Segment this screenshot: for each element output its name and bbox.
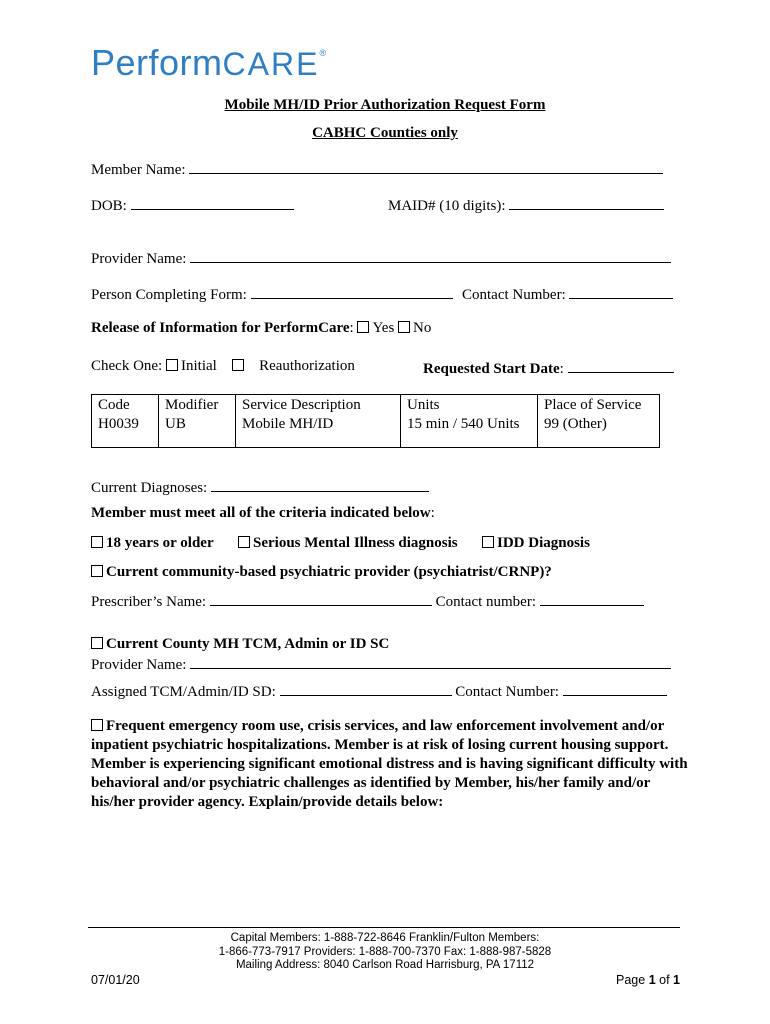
age-checkbox[interactable] — [91, 536, 103, 548]
modifier-cell — [159, 395, 236, 448]
assigned-field[interactable] — [280, 681, 452, 696]
start-date-label: Requested Start Date — [423, 361, 560, 377]
dob-field[interactable] — [131, 195, 294, 210]
provider-name-field[interactable] — [190, 248, 671, 263]
page-current: 1 — [648, 973, 656, 987]
start-date-colon: : — [559, 361, 564, 377]
service-table — [91, 394, 660, 448]
page-of: of — [659, 973, 670, 987]
logo-text-perform: Perform — [91, 42, 223, 83]
member-name-field[interactable] — [189, 159, 663, 174]
release-yes-checkbox[interactable] — [357, 321, 369, 333]
initial-label: Initial — [180, 358, 217, 374]
criterion-smi — [238, 535, 458, 552]
criterion-age — [91, 535, 214, 552]
form-title: Mobile MH/ID Prior Authorization Request Form — [224, 97, 546, 113]
service-description-cell — [236, 395, 401, 448]
footer-line-1: Capital Members: 1-888-722-8646 Franklin/Fulton Members: — [230, 932, 540, 944]
release-colon: : — [349, 320, 354, 336]
maid-field[interactable] — [509, 195, 664, 210]
registered-mark: ® — [319, 48, 327, 58]
psych-provider-checkbox[interactable] — [91, 565, 103, 577]
dob-label: DOB: — [91, 198, 127, 214]
place-of-service-header: Place of Service — [544, 397, 642, 413]
maid-label: MAID# (10 digits): — [388, 198, 506, 214]
footer-divider — [88, 927, 680, 928]
criteria-heading-colon: : — [430, 505, 435, 521]
code-cell — [92, 395, 159, 448]
performcare-logo — [91, 42, 327, 84]
reauth-checkbox[interactable] — [232, 359, 244, 371]
criteria-heading — [91, 505, 435, 522]
start-date-field[interactable] — [568, 358, 674, 373]
provider-name-row — [91, 248, 671, 268]
maid-row — [388, 195, 664, 215]
smi-checkbox[interactable] — [238, 536, 250, 548]
criterion-provider — [91, 564, 552, 581]
logo-text-care: CARE — [222, 46, 320, 82]
tcm-label: Current County MH TCM, Admin or ID SC — [106, 636, 390, 652]
contact-number-label: Contact Number: — [462, 287, 566, 303]
modifier-header: Modifier — [165, 397, 219, 413]
table-row — [92, 395, 660, 448]
dob-row — [91, 195, 294, 215]
member-name-label: Member Name: — [91, 162, 186, 178]
release-no-label: No — [413, 320, 432, 336]
modifier-value: UB — [165, 416, 186, 432]
code-value: H0039 — [98, 416, 139, 432]
release-no-checkbox[interactable] — [398, 321, 410, 333]
contact-number-row — [462, 284, 673, 304]
service-description-value: Mobile MH/ID — [242, 416, 334, 432]
smi-label: Serious Mental Illness diagnosis — [253, 535, 458, 551]
assigned-contact-label: Contact Number: — [455, 684, 559, 700]
criterion-tcm — [91, 636, 389, 653]
tcm-provider-field[interactable] — [190, 654, 671, 669]
frequent-checkbox[interactable] — [91, 719, 103, 731]
contact-number-field[interactable] — [569, 284, 673, 299]
prescriber-row — [91, 591, 644, 611]
frequent-text: Frequent emergency room use, crisis services, and law enforcement involvement and/or inpatient psychiatric hospitalizations. Member is at risk of losing current housing support. Member is experiencing significant emotional distress and is having significant difficulty with behavioral and/or psychiatric challenges as identified by Member, his/her family and/or his/her provider agency. Explain/provide details below: — [91, 718, 688, 810]
release-yes-label: Yes — [372, 320, 395, 336]
prescriber-field[interactable] — [210, 591, 432, 606]
idd-checkbox[interactable] — [482, 536, 494, 548]
check-one-label: Check One: — [91, 358, 163, 374]
page-number — [616, 973, 680, 987]
age-label: 18 years or older — [106, 535, 214, 551]
initial-checkbox[interactable] — [166, 359, 178, 371]
units-value: 15 min / 540 Units — [407, 416, 520, 432]
footer-line-3: Mailing Address: 8040 Carlson Road Harrisburg, PA 17112 — [235, 959, 535, 971]
check-one-row — [91, 358, 355, 375]
criterion-frequent — [91, 717, 691, 812]
service-description-header: Service Description — [242, 397, 361, 413]
tcm-provider-row — [91, 654, 671, 674]
prescriber-contact-label: Contact number: — [435, 594, 537, 610]
idd-label: IDD Diagnosis — [497, 535, 590, 551]
page-total: 1 — [673, 973, 680, 987]
assigned-contact-field[interactable] — [563, 681, 667, 696]
member-name-row — [91, 159, 663, 179]
release-label: Release of Information for PerformCare — [91, 320, 350, 336]
place-of-service-value: 99 (Other) — [544, 416, 607, 432]
diagnoses-label: Current Diagnoses: — [91, 480, 208, 496]
place-of-service-cell — [538, 395, 660, 448]
prescriber-label: Prescriber’s Name: — [91, 594, 207, 610]
person-completing-label: Person Completing Form: — [91, 287, 247, 303]
tcm-provider-label: Provider Name: — [91, 657, 187, 673]
reauth-label: Reauthorization — [259, 358, 355, 374]
psych-provider-label: Current community-based psychiatric provider (psychiatrist/CRNP)? — [106, 564, 552, 580]
units-cell — [401, 395, 538, 448]
criterion-idd — [482, 535, 590, 552]
assigned-row — [91, 681, 667, 701]
code-header: Code — [98, 397, 130, 413]
tcm-checkbox[interactable] — [91, 637, 103, 649]
assigned-label: Assigned TCM/Admin/ID SD: — [91, 684, 276, 700]
release-row — [91, 320, 431, 337]
prescriber-contact-field[interactable] — [540, 591, 644, 606]
form-subtitle: CABHC Counties only — [312, 125, 458, 141]
diagnoses-field[interactable] — [211, 477, 429, 492]
footer-line-2: 1-866-773-7917 Providers: 1-888-700-7370 Fax: 1-888-987-5828 — [218, 946, 552, 958]
diagnoses-row — [91, 477, 429, 497]
criteria-heading-text: Member must meet all of the criteria indicated below — [91, 505, 431, 521]
provider-name-label: Provider Name: — [91, 251, 187, 267]
person-completing-field[interactable] — [251, 284, 453, 299]
units-header: Units — [407, 397, 440, 413]
person-completing-row — [91, 284, 453, 304]
footer-date: 07/01/20 — [91, 973, 140, 987]
start-date-row — [423, 358, 674, 378]
page-word: Page — [616, 973, 646, 987]
